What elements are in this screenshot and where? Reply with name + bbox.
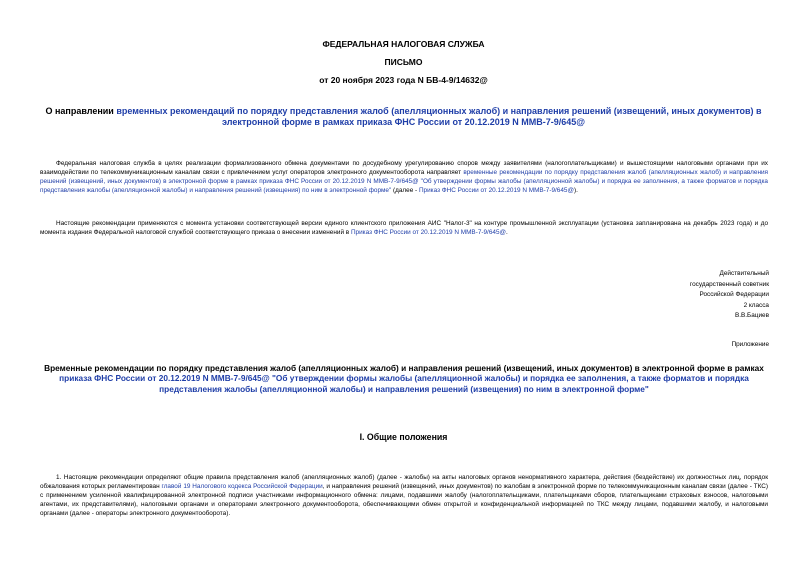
para1-text-1: Федеральная налоговая служба в целях реализации формализованного обмена документами по досудебному урегулированию споров между заявителями (налогоплательщиками) и вышестоящими налоговыми органами при их взаимодействии по телекоммуникационным каналам связи с привлечением услуг операторов электронного документооборота направляет (40, 160, 768, 176)
appendix-title (40, 363, 768, 394)
body-paragraph-1 (40, 159, 768, 195)
body-paragraph-2 (40, 219, 768, 237)
subject-prefix: О направлении (45, 106, 117, 116)
signature-line-3: Российской Федерации (699, 291, 769, 299)
tax-code-chapter-link[interactable]: главой 19 Налогового кодекса Российской Федерации (161, 483, 323, 490)
document-subject (40, 106, 767, 128)
section-para-text-1: 1. Настоящие рекомендации определяют общие правила представления жалоб (апелляционных жалоб) (далее - жалобы) на акты налоговых органов ненормативного характера, действия (бездействие) их должностных лиц, порядок обжалования которых регламентирован (40, 474, 768, 490)
para1-text-2: (далее - (391, 187, 419, 194)
section-title: I. Общие положения (359, 432, 448, 442)
appendix-title-prefix: Временные рекомендации по порядку представления жалоб (апелляционных жалоб) и направления решений (извещений, иных документов) в электронной форме в рамках (44, 363, 764, 373)
para1-recommendations-link[interactable]: временные рекомендации по порядку представления жалоб (апелляционных жалоб) и направления решений (извещений, иных документов) в электронной форме в рамках приказа ФНС России от 20.12.2019 N ММВ-7-9/645@ "Об утверждении формы жалобы (апелляционной жалобы) и порядка ее заполнения, а также форматов и порядка представления жалобы (апелляционной жалобы) и направления решений (извещения) по ним в электронной форме" (40, 169, 769, 194)
section-para-text-2: , и направления решений (извещений, иных документов) по жалобам в электронной форме по телекоммуникационным каналам связи (далее - ТКС) с применением усиленной квалифицированной электронной подписи участниками информационного обмена: лицами, подавшими жалобу (налогоплательщиками, плательщиками сборов, плательщиками страховых взносов, налоговыми агентами, их представителями), налоговыми органами и операторами электронного документооборота, обеспечивающими обмен открытой и конфиденциальной информацией по ТКС между лицами, подавшими жалобу, и налоговыми органами (далее - операторы электронного документооборота). (40, 483, 769, 517)
signatory-name: В.В.Бациев (734, 312, 769, 320)
appendix-order-link[interactable]: приказа ФНС России от 20.12.2019 N ММВ-7-9/645@ "Об утверждении формы жалобы (апелляционной жалобы) и порядка ее заполнения, а также форматов и порядка представления жалобы (апелляционной жалобы) и направления решений (извещения) по ним в электронной форме" (59, 373, 749, 394)
signature-line-1: Действительный (719, 270, 769, 277)
para1-text-3: ). (573, 187, 578, 194)
signature-line-2: государственный советник (689, 280, 769, 288)
agency-title: ФЕДЕРАЛЬНАЯ НАЛОГОВАЯ СЛУЖБА (322, 39, 485, 49)
document-type: ПИСЬМО (384, 57, 423, 67)
document-date-number: от 20 ноября 2023 года N БВ-4-9/14632@ (319, 75, 488, 85)
para2-order-link[interactable]: Приказ ФНС России от 20.12.2019 N ММВ-7-9/645@ (350, 229, 506, 236)
para1-order-link[interactable]: Приказ ФНС России от 20.12.2019 N ММВ-7-9/645@ (418, 187, 574, 194)
para2-text-2: . (505, 229, 508, 236)
signature-block (609, 269, 769, 322)
section-paragraph-1 (40, 473, 768, 518)
appendix-label: Приложение (731, 341, 769, 348)
signature-line-4: 2 класса (743, 301, 769, 309)
subject-link[interactable]: временных рекомендаций по порядку представления жалоб (апелляционных жалоб) и направления решений (извещений, иных документов) в электронной форме в рамках приказа ФНС России от 20.12.2019 N ММВ-7-9/645@ (116, 106, 762, 127)
para2-text-1: Настоящие рекомендации применяются с момента установки соответствующей версии единого клиентского приложения АИС "Налог-3" на контуре промышленной эксплуатации (установка запланирована на декабрь 2023 года) и до момента издания Федеральной налоговой службой соответствующего приказа о внесении изменений в (40, 220, 768, 236)
